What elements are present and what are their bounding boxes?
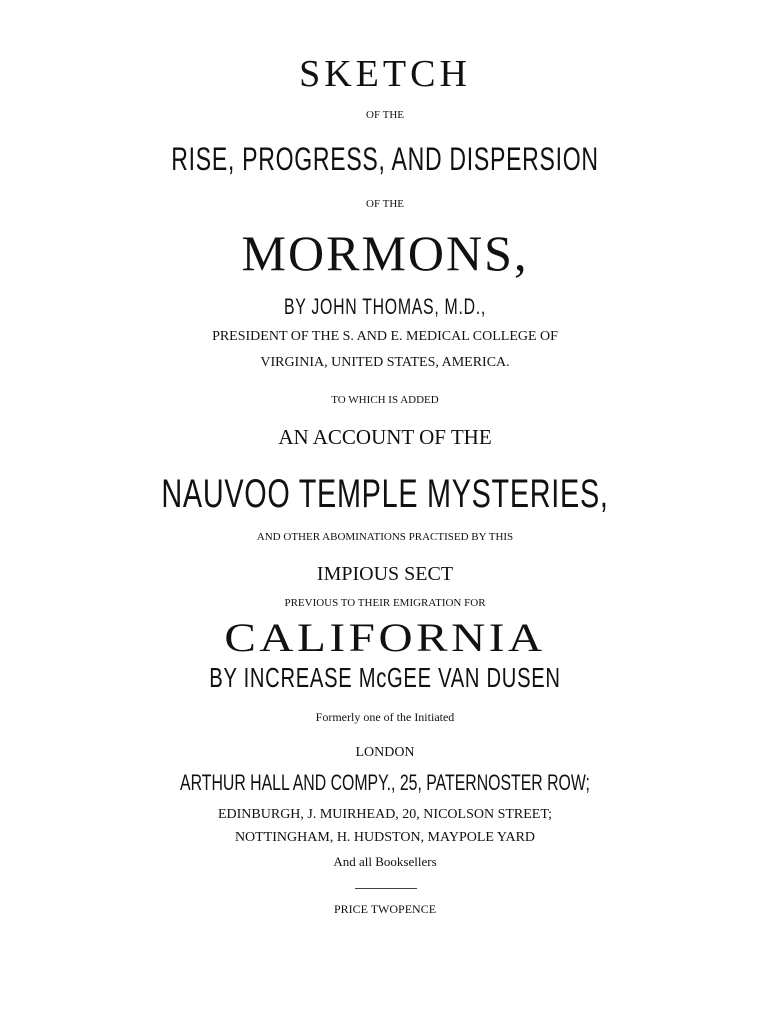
heading-california: CALIFORNIA xyxy=(224,615,546,660)
imprint-city: LONDON xyxy=(355,745,415,760)
formerly-initiated-line: Formerly one of the Initiated xyxy=(315,710,455,724)
imprint-edinburgh: EDINBURGH, J. MUIRHEAD, 20, NICOLSON STREET; xyxy=(217,807,553,822)
price-line: PRICE TWOPENCE xyxy=(333,902,437,916)
connector-of-the-2: OF THE xyxy=(366,198,404,210)
abominations-line: AND OTHER ABOMINATIONS PRACTISED BY THIS xyxy=(256,531,514,543)
imprint-nottingham: NOTTINGHAM, H. HUDSTON, MAYPOLE YARD xyxy=(234,830,536,845)
author-title-line-1: PRESIDENT OF THE S. AND E. MEDICAL COLLEGE OF xyxy=(212,329,558,344)
connector-of-the-1: OF THE xyxy=(366,109,404,121)
added-line: TO WHICH IS ADDED xyxy=(331,394,439,406)
account-line: AN ACCOUNT OF THE xyxy=(278,425,492,449)
heading-mormons: MORMONS, xyxy=(241,225,529,281)
imprint-booksellers: And all Booksellers xyxy=(333,854,437,869)
divider-rule xyxy=(355,888,417,889)
second-author-line: BY INCREASE McGEE VAN DUSEN xyxy=(209,662,561,693)
impious-sect-line: IMPIOUS SECT xyxy=(316,563,454,585)
author-title-line-2: VIRGINIA, UNITED STATES, AMERICA. xyxy=(260,355,510,370)
heading-sketch: SKETCH xyxy=(299,53,471,95)
imprint-publisher: ARTHUR HALL AND COMPY., 25, PATERNOSTER ROW; xyxy=(180,770,590,795)
previous-line: PREVIOUS TO THEIR EMIGRATION FOR xyxy=(284,597,486,609)
heading-rise-progress-dispersion: RISE, PROGRESS, AND DISPERSION xyxy=(171,141,599,177)
heading-nauvoo-temple-mysteries: NAUVOO TEMPLE MYSTERIES, xyxy=(161,472,609,516)
author-line: BY JOHN THOMAS, M.D., xyxy=(283,294,487,319)
